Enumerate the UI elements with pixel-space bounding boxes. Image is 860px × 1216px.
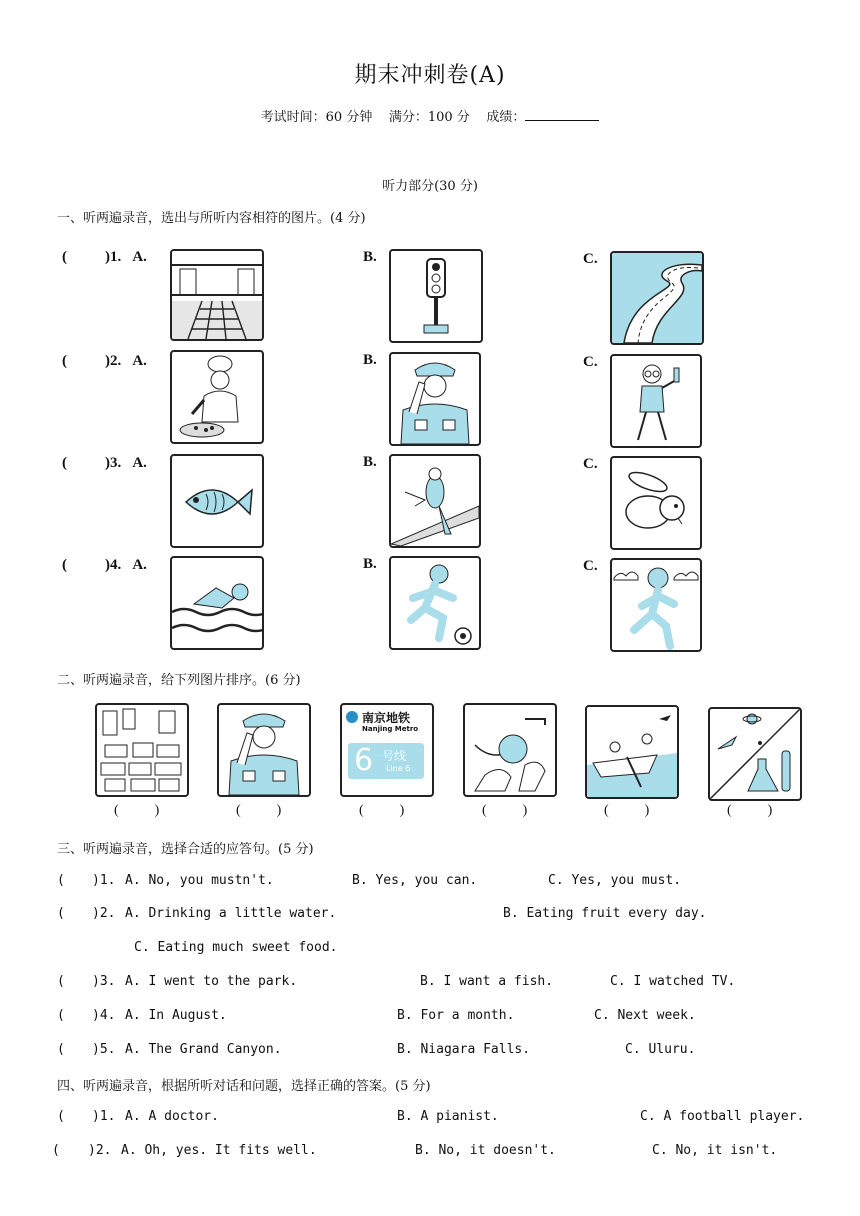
part1-q4-option-c: C.	[583, 558, 598, 574]
exam-time: 考试时间：60 分钟	[260, 110, 373, 125]
part1-q2-option-c: C.	[583, 354, 598, 370]
part3-q5-c: C. Uluru.	[625, 1042, 696, 1057]
page-title: 期末冲刺卷(A)	[354, 63, 506, 88]
part3-q2-c: C. Eating much sweet food.	[134, 940, 338, 955]
football-icon[interactable]	[389, 556, 481, 650]
part4-q2-paren: (	[52, 1143, 60, 1158]
part1-q3-label: ( )3. A.	[62, 455, 147, 471]
police-officer-icon-2[interactable]	[217, 703, 311, 797]
part1-q1-label: ( )1. A.	[62, 249, 147, 265]
washing-dishes-icon[interactable]	[463, 703, 557, 797]
subway-platform-icon[interactable]	[170, 249, 264, 341]
score-blank[interactable]	[525, 108, 599, 121]
part3-q4-num: )4.	[92, 1008, 116, 1023]
metro-logo-icon	[346, 711, 358, 723]
order-blank-1[interactable]: ( )	[114, 803, 160, 818]
part3-q2-b: B. Eating fruit every day.	[503, 906, 707, 921]
part4-q1-b: B. A pianist.	[397, 1109, 499, 1124]
listening-section-title: 听力部分(30 分)	[382, 179, 478, 194]
part1-q2-option-b: B.	[363, 352, 377, 368]
line-sign	[348, 743, 424, 779]
part4-heading: 四、听两遍录音，根据所听对话和问题，选择正确的答案。(5 分)	[57, 1079, 431, 1094]
part3-q3-num: )3.	[92, 974, 116, 989]
part3-q3-paren: (	[57, 974, 65, 989]
part4-q1-c: C. A football player.	[640, 1109, 805, 1124]
part4-q2-c: C. No, it isn't.	[652, 1143, 778, 1158]
fish-icon[interactable]	[170, 454, 264, 548]
order-blank-6[interactable]: ( )	[727, 803, 773, 818]
exam-info	[0, 106, 860, 125]
part1-q3-option-b: B.	[363, 454, 377, 470]
part3-q3-a: A. I went to the park.	[125, 974, 298, 989]
part1-heading: 一、听两遍录音，选出与所听内容相符的图片。(4 分)	[57, 211, 366, 226]
part3-q1-b: B. Yes, you can.	[352, 873, 478, 888]
part3-q4-b: B. For a month.	[397, 1008, 515, 1023]
running-icon[interactable]	[610, 558, 702, 652]
part3-q1-num: )1.	[92, 873, 116, 888]
order-blank-4[interactable]: ( )	[482, 803, 528, 818]
part3-q5-a: A. The Grand Canyon.	[125, 1042, 282, 1057]
swimming-icon[interactable]	[170, 556, 264, 650]
part3-q5-b: B. Niagara Falls.	[397, 1042, 531, 1057]
part3-q1-a: A. No, you mustn't.	[125, 873, 274, 888]
part3-q4-c: C. Next week.	[594, 1008, 696, 1023]
part3-q5-num: )5.	[92, 1042, 116, 1057]
full-score: 满分：100 分	[388, 110, 470, 125]
order-blank-2[interactable]: ( )	[236, 803, 282, 818]
part3-q3-b: B. I want a fish.	[420, 974, 554, 989]
order-blank-3[interactable]: ( )	[359, 803, 405, 818]
chef-icon[interactable]	[170, 350, 264, 444]
metro-name-cn: 南京地铁	[362, 711, 411, 725]
part4-q1-paren: (	[57, 1109, 65, 1124]
part3-q2-paren: (	[57, 906, 65, 921]
part3-q4-paren: (	[57, 1008, 65, 1023]
part4-q1-num: )1.	[92, 1109, 116, 1124]
line-en: Line 6	[386, 764, 411, 773]
part3-q1-paren: (	[57, 873, 65, 888]
part1-q1-option-b: B.	[363, 249, 377, 265]
science-icon[interactable]	[708, 707, 802, 801]
rabbit-icon[interactable]	[610, 456, 702, 550]
part3-q1-c: C. Yes, you must.	[548, 873, 682, 888]
line-cn: 号线	[382, 749, 407, 763]
part3-q2-a: A. Drinking a little water.	[125, 906, 337, 921]
part3-q4-a: A. In August.	[125, 1008, 227, 1023]
part3-heading: 三、听两遍录音，选择合适的应答句。(5 分)	[57, 842, 314, 857]
score-label: 成绩：	[486, 110, 526, 125]
part3-q2-num: )2.	[92, 906, 116, 921]
line-number: 6	[354, 743, 374, 778]
part4-q2-a: A. Oh, yes. It fits well.	[121, 1143, 317, 1158]
metro-name-en: Nanjing Metro	[362, 725, 419, 733]
parrot-icon[interactable]	[389, 454, 481, 548]
police-officer-icon[interactable]	[389, 352, 481, 446]
metro-sign-icon[interactable]	[340, 703, 434, 797]
order-blank-5[interactable]: ( )	[604, 803, 650, 818]
part4-q2-num: )2.	[88, 1143, 112, 1158]
part2-heading: 二、听两遍录音，给下列图片排序。(6 分)	[57, 673, 301, 688]
part3-q3-c: C. I watched TV.	[610, 974, 736, 989]
part1-q3-option-c: C.	[583, 456, 598, 472]
part4-q2-b: B. No, it doesn't.	[415, 1143, 556, 1158]
part3-q5-paren: (	[57, 1042, 65, 1057]
traffic-light-icon[interactable]	[389, 249, 483, 343]
traffic-jam-icon[interactable]	[95, 703, 189, 797]
part1-q1-option-c: C.	[583, 251, 598, 267]
part1-q2-label: ( )2. A.	[62, 353, 147, 369]
scientist-icon[interactable]	[610, 354, 702, 448]
part1-q4-label: ( )4. A.	[62, 557, 147, 573]
boating-icon[interactable]	[585, 705, 679, 799]
part4-q1-a: A. A doctor.	[125, 1109, 219, 1124]
part1-q4-option-b: B.	[363, 556, 377, 572]
winding-road-icon[interactable]	[610, 251, 704, 345]
